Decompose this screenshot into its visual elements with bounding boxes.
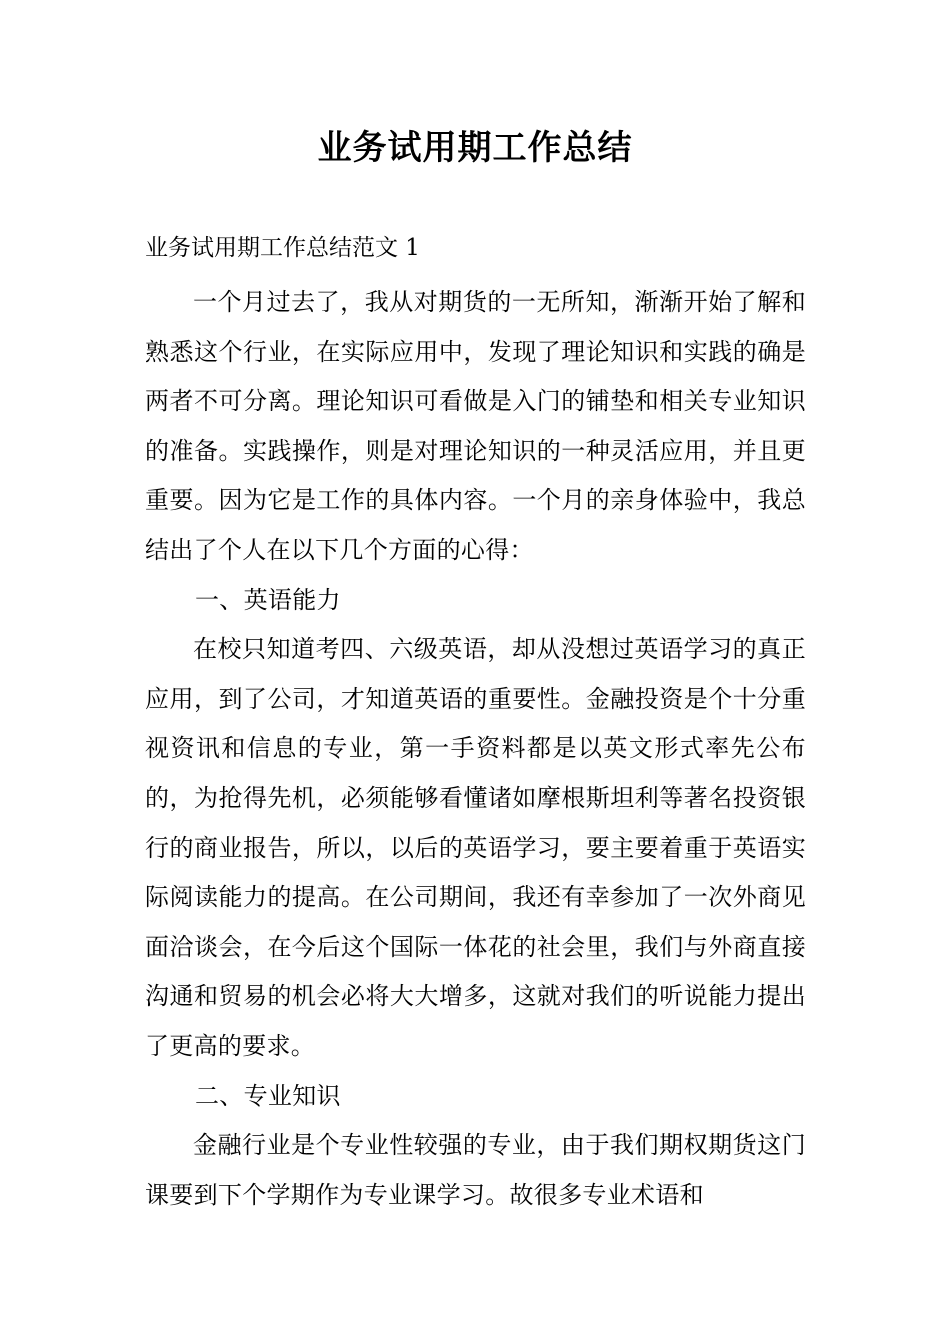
document-subtitle: 业务试用期工作总结范文 1 [145,235,420,261]
paragraph-english: 在校只知道考四、六级英语，却从没想过英语学习的真正应用，到了公司，才知道英语的重要性。金融投资是个十分重视资讯和信息的专业，第一手资料都是以英文形式率先公布的，为抢得先机，必须能够看懂诸如摩根斯坦利等著名投资银行的商业报告，所以，以后的英语学习，要主要着重于英语实际阅读能力的提高。在公司期间，我还有幸参加了一次外商见面洽谈会，在今后这个国际一体花的社会里，我们与外商直接沟通和贸易的机会必将大大增多，这就对我们的听说能力提出了更高的要求。 [145,635,806,1060]
section-heading-english: 一、英语能力 [195,585,341,614]
section-heading-professional: 二、专业知识 [195,1081,341,1110]
document-body [145,278,806,1220]
paragraph-intro: 一个月过去了，我从对期货的一无所知，渐渐开始了解和熟悉这个行业，在实际应用中，发现了理论知识和实践的确是两者不可分离。理论知识可看做是入门的铺垫和相关专业知识的准备。实践操作，则是对理论知识的一种灵活应用，并且更重要。因为它是工作的具体内容。一个月的亲身体验中，我总结出了个人在以下几个方面的心得： [145,288,806,564]
document-title: 业务试用期工作总结 [317,128,633,168]
paragraph-professional: 金融行业是个专业性较强的专业，由于我们期权期货这门课要到下个学期作为专业课学习。故很多专业术语和 [145,1131,806,1209]
